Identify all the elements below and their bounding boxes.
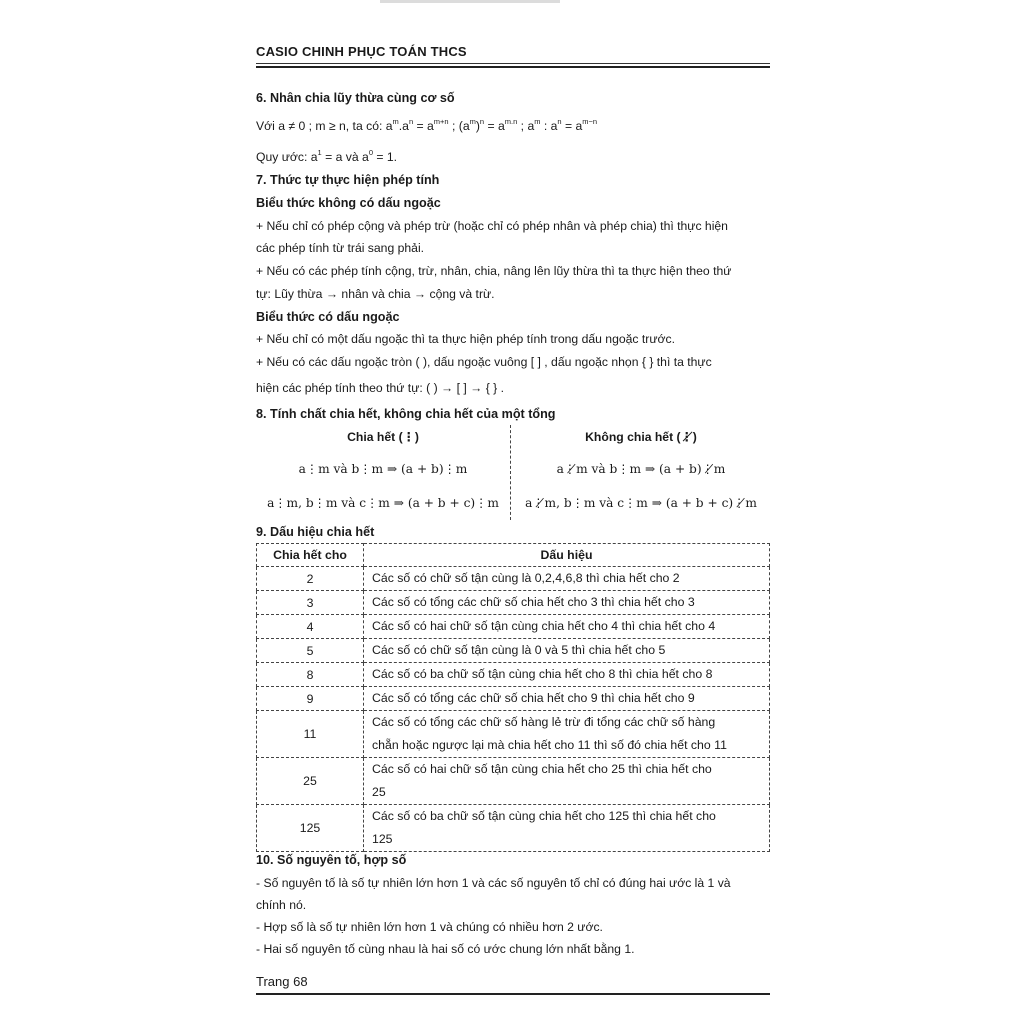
section-10-title: 10. Số nguyên tố, hợp số: [256, 853, 407, 867]
page-header: CASIO CHINH PHỤC TOÁN THCS: [256, 44, 467, 59]
table-row: 9 Các số có tổng các chữ số chia hết cho 9 thì chia hết cho 9: [257, 687, 770, 711]
table-row: 25 Các số có hai chữ số tận cùng chia hết cho 25 thì chia hết cho 25: [257, 758, 770, 805]
convention-line: Quy ước: $a^1 = a$ và $a^0 = 1$.: [256, 148, 398, 164]
section-8-title: 8. Tính chất chia hết, không chia hết của một tổng: [256, 407, 556, 421]
divisible-rule-three: a⋮m, b⋮m và c⋮m ⇒ (a + b + c)⋮m: [267, 496, 499, 510]
paragraph-line: các phép tính từ trái sang phải.: [256, 241, 425, 255]
power-rules-line: Với a ≠ 0 ; m ≥ n, ta có: $a^m.a^n = a^{m+n}$ ; $(a^m)^n = a^{m.n}$ ; $a^m$ : $a^n = a^{m-n}$: [256, 117, 598, 133]
document-page: [256, 0, 770, 1024]
section-9-title: 9. Dấu hiệu chia hết: [256, 525, 375, 539]
paragraph-line: - Hai số nguyên tố cùng nhau là hai số có ước chung lớn nhất bằng 1.: [256, 942, 635, 956]
table-row: 2 Các số có chữ số tận cùng là 0,2,4,6,8 thì chia hết cho 2: [257, 567, 770, 591]
table-row: 125 Các số có ba chữ số tận cùng chia hết cho 125 thì chia hết cho 125: [257, 805, 770, 852]
table-row: 5 Các số có chữ số tận cùng là 0 và 5 thì chia hết cho 5: [257, 639, 770, 663]
not-divisible-heading: Không chia hết (⋮̸): [585, 430, 697, 444]
table-row: 8 Các số có ba chữ số tận cùng chia hết cho 8 thì chia hết cho 8: [257, 663, 770, 687]
table-header-row: [257, 544, 770, 567]
divisible-heading: Chia hết (⋮): [347, 430, 419, 444]
subheading-with-brackets: Biểu thức có dấu ngoặc: [256, 310, 400, 324]
paragraph-line: + Nếu chỉ có một dấu ngoặc thì ta thực hiện phép tính trong dấu ngoặc trước.: [256, 332, 675, 346]
page-number: Trang 68: [256, 974, 308, 989]
column-header: Dấu hiệu: [364, 544, 770, 567]
paragraph-line: - Số nguyên tố là số tự nhiên lớn hơn 1 và các số nguyên tố chỉ có đúng hai ước là 1 và: [256, 876, 731, 890]
table-row: 11 Các số có tổng các chữ số hàng lẻ trừ đi tổng các chữ số hàng chẵn hoặc ngược lại mà chia hết cho 11 thì số đó chia hết cho 11: [257, 711, 770, 758]
divisibility-table: [256, 543, 770, 852]
header-rule: [256, 63, 770, 64]
divisible-rule-two: a⋮m và b⋮m ⇒ (a + b)⋮m: [298, 462, 468, 476]
subheading-no-brackets: Biểu thức không có dấu ngoặc: [256, 196, 441, 210]
paragraph-line: + Nếu chỉ có phép cộng và phép trừ (hoặc chỉ có phép nhân và phép chia) thì thực hiện: [256, 219, 728, 233]
not-divisible-rule-two: a⋮̸m và b⋮m ⇒ (a + b)⋮̸m: [556, 462, 726, 476]
table-row: 4 Các số có hai chữ số tận cùng chia hết cho 4 thì chia hết cho 4: [257, 615, 770, 639]
header-rule-thick: [256, 66, 770, 68]
paragraph-line: tự: Lũy thừa → nhân và chia → cộng và trừ.: [256, 287, 495, 301]
paragraph-line: + Nếu có các dấu ngoặc tròn ( ), dấu ngoặc vuông [ ] , dấu ngoặc nhọn { } thì ta thực: [256, 355, 712, 369]
column-divider: [510, 425, 511, 520]
column-header: Chia hết cho: [257, 544, 364, 567]
paragraph-line: + Nếu có các phép tính cộng, trừ, nhân, chia, nâng lên lũy thừa thì ta thực hiện theo thứ: [256, 264, 732, 278]
paragraph-line: chính nó.: [256, 898, 307, 912]
footer-rule: [256, 993, 770, 995]
section-6-title: 6. Nhân chia lũy thừa cùng cơ số: [256, 91, 455, 105]
section-7-title: 7. Thức tự thực hiện phép tính: [256, 173, 440, 187]
paragraph-line: hiện các phép tính theo thứ tự: ( ) → [ ] → { } .: [256, 381, 505, 395]
not-divisible-rule-three: a⋮̸m, b⋮m và c⋮m ⇒ (a + b + c)⋮̸m: [525, 496, 757, 510]
paragraph-line: - Hợp số là số tự nhiên lớn hơn 1 và chúng có nhiều hơn 2 ước.: [256, 920, 603, 934]
top-edge-mark: [380, 0, 560, 3]
table-row: 3 Các số có tổng các chữ số chia hết cho 3 thì chia hết cho 3: [257, 591, 770, 615]
